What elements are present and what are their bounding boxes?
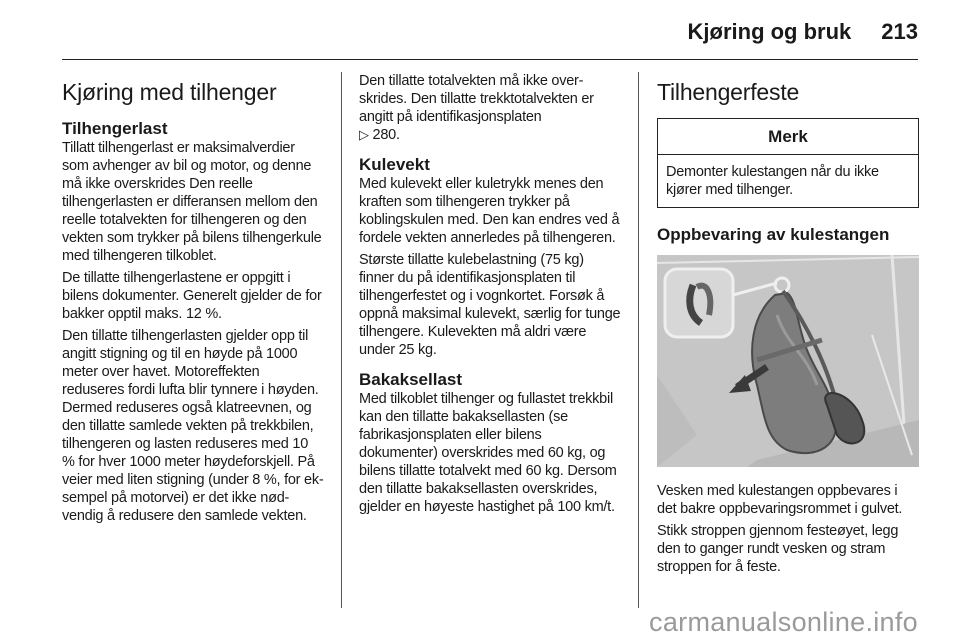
- page-number: 213: [881, 19, 918, 44]
- section-heading-towbar: Tilhengerfeste: [657, 79, 800, 105]
- note-title: Merk: [658, 119, 918, 155]
- paragraph: Den tillatte tilhengerlasten gjelder opp til angitt stigning og til en høyde på 1000 meter over havet. Motoreffekten reduseres fordi lufta blir tynnere i høyden. Dermed reduseres også klatreevnen, og den tillatte samlede vekten på trekkbilen, tilhengeren og lasten reduseres med 10 % for hver 1000 meter høydeforskjell. På veier med liten stigning (under 8 %, for eksempel på motorvei) er det ikke nødvendig å redusere den samlede vekten.: [62, 328, 324, 524]
- page-reference-link[interactable]: 280.: [372, 127, 400, 143]
- subheading-ball-weight: Kulevekt: [359, 155, 430, 174]
- page-header: [688, 16, 918, 48]
- paragraph: Med tilkoblet tilhenger og fullastet trekkbil kan den tillatte bakaksellasten (se fabrikasjonsplaten eller bilens dokumenter) overskrides med 60 kg, og bilens tillatte totalvekt med 60 kg. Dersom den tillatte bakaksellasten overskrides, gjelder en høyeste hastighet på 100 km/t.: [359, 391, 617, 515]
- column-divider-1: [341, 72, 342, 608]
- paragraph: Vesken med kulestangen oppbevares i det bakre oppbevaringsrommet i gulvet.: [657, 483, 903, 517]
- column-1: [62, 72, 324, 529]
- subheading-storage: Oppbevaring av kulestangen: [657, 225, 890, 244]
- subheading-trailer-load: Tilhengerlast: [62, 119, 168, 138]
- paragraph: Største tillatte kulebelastning (75 kg) finner du på identifikasjonsplaten til tilhengerfestet og i vognkortet. Forsøk å oppnå maksimal kulevekt, særlig for tunge tilhengere. Kulevekten må aldri være under 25 kg.: [359, 252, 621, 358]
- paragraph: Den tillatte totalvekten må ikke overskrides. Den tillatte trekktotalvekten er angitt på identifikasjonsplaten ▷ 280.: [359, 73, 594, 143]
- page-reference-icon: ▷: [359, 127, 369, 142]
- tow-bar-bag-illustration: [657, 255, 919, 467]
- paragraph: Med kulevekt eller kuletrykk menes den kraften som tilhengeren trykker på koblingskulen med. Den kan endres ved å fordele vekten annerledes på tilhengeren.: [359, 176, 620, 246]
- paragraph: Stikk stroppen gjennom festeøyet, legg den to ganger rundt vesken og stram stroppen for å feste.: [657, 523, 899, 575]
- note-box: [657, 118, 919, 208]
- watermark: carmanualsonline.info: [649, 607, 918, 637]
- column-2: [359, 72, 621, 520]
- paragraph: Tillatt tilhengerlast er maksimalverdier som avhenger av bil og motor, og denne må ikke overskrides Den reelle tilhengerlasten er differansen mellom den reelle totalvekten for tilhengeren og den vekten som trykker på bilens tilhengerkule med tilhengeren tilkoblet.: [62, 140, 322, 264]
- note-text: Demonter kulestangen når du ikke kjører med tilhenger.: [666, 164, 879, 198]
- header-divider: [62, 59, 918, 60]
- section-heading-trailer: Kjøring med tilhenger: [62, 79, 277, 105]
- section-title: Kjøring og bruk: [687, 19, 852, 44]
- column-divider-2: [638, 72, 639, 608]
- column-3: [657, 72, 919, 580]
- subheading-rear-axle-load: Bakaksellast: [359, 370, 463, 389]
- paragraph: De tillatte tilhengerlastene er oppgitt i bilens dokumenter. Generelt gjelder de for bakker opptil maks. 12 %.: [62, 270, 322, 322]
